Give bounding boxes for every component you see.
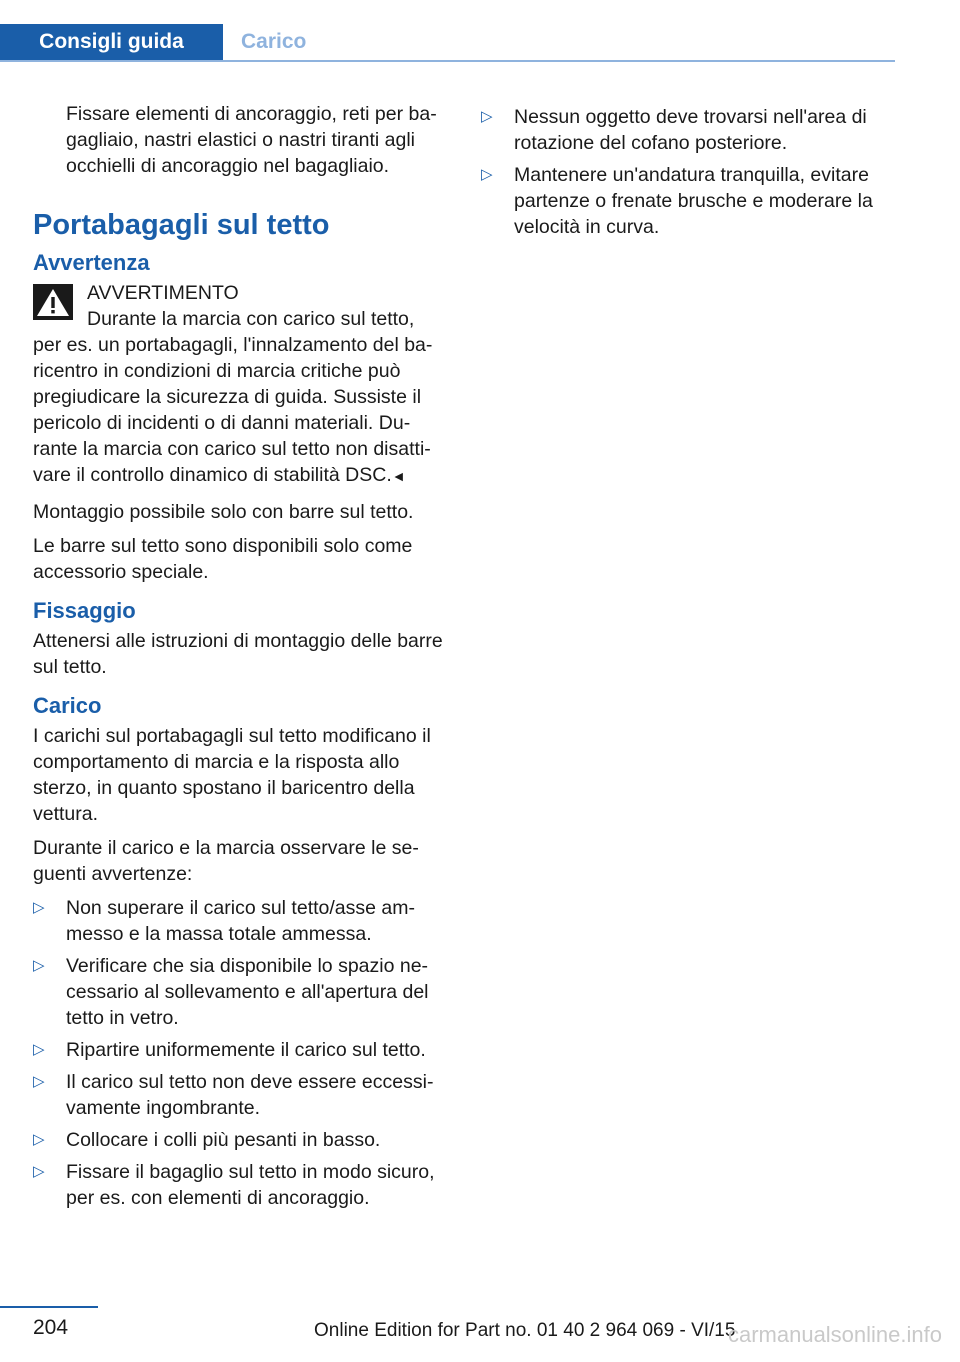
right-bullet-list (481, 104, 886, 240)
edition-info: Online Edition for Part no. 01 40 2 964 069 - VI/15 (314, 1320, 736, 1341)
intro-paragraph: Fissare elementi di ancoraggio, reti per bagagliaio, nastri elastici o nastri tiranti agli occhielli di ancoraggio nel bagagliaio. (66, 103, 437, 177)
mounting-paragraph: Montaggio possibile solo con barre sul tetto. (33, 501, 414, 523)
bars-paragraph: Le barre sul tetto sono disponibili solo come accessorio speciale. (33, 535, 413, 583)
list-item: ▷ Non superare il carico sul tetto/asse ammesso e la massa totale ammessa. (33, 897, 415, 945)
right-column (481, 104, 886, 246)
watermark: carmanualsonline.info (727, 1322, 942, 1347)
warning-triangle-icon (33, 284, 73, 320)
warning-label: AVVERTIMENTO (87, 282, 239, 304)
header-tab-consigli-guida: Consigli guida (0, 24, 223, 60)
load-bullet-list (33, 895, 443, 1211)
warning-heading: Avvertenza (33, 250, 150, 275)
fixing-heading: Fissaggio (33, 598, 136, 623)
bullet-triangle-icon: ▷ (33, 1131, 45, 1148)
bullet-triangle-icon: ▷ (33, 899, 45, 916)
page-header (0, 24, 895, 62)
bullet-triangle-icon: ▷ (33, 1163, 45, 1180)
load-paragraph: I carichi sul portabagagli sul tetto modificano il comportamento di marcia e la risposta allo sterzo, in quanto spostano il baricentro della vettura. (33, 725, 431, 825)
fixing-paragraph: Attenersi alle istruzioni di montaggio delle barre sul tetto. (33, 630, 443, 678)
warning-block (33, 280, 443, 489)
warning-text: Durante la marcia con carico sul tetto, per es. un portabagagli, l'innalzamento del baricentro in condizioni di marcia critiche può pregiudicare la sicurezza di guida. Sussiste il pericolo di incidenti o di danni materiali. Durante la marcia con carico sul tetto non disattivare il controllo dinamico di stabilità DSC. (33, 308, 433, 486)
list-item: ▷ Ripartire uniformemente il carico sul tetto. (33, 1039, 426, 1061)
list-item: ▷ Il carico sul tetto non deve essere eccessivamente ingombrante. (33, 1071, 434, 1119)
page-number: 204 (33, 1316, 69, 1339)
footer-divider (0, 1306, 98, 1308)
load-heading: Carico (33, 693, 102, 718)
end-mark: ◄ (391, 468, 406, 484)
list-item: ▷ Fissare il bagaglio sul tetto in modo sicuro, per es. con elementi di ancoraggio. (33, 1161, 435, 1209)
list-item: ▷ Verificare che sia disponibile lo spazio necessario al sollevamento e all'apertura del tetto in vetro. (33, 955, 429, 1029)
bullet-triangle-icon: ▷ (481, 166, 493, 183)
bullet-triangle-icon: ▷ (33, 957, 45, 974)
section-title: Portabagagli sul tetto (33, 209, 330, 241)
load-intro-paragraph: Durante il carico e la marcia osservare le seguenti avvertenze: (33, 837, 419, 885)
bullet-triangle-icon: ▷ (33, 1041, 45, 1058)
list-item: ▷ Mantenere un'andatura tranquilla, evitare partenze o frenate brusche e moderare la velocità in curva. (481, 164, 873, 238)
list-item: ▷ Collocare i colli più pesanti in basso. (33, 1129, 381, 1151)
list-item: ▷ Nessun oggetto deve trovarsi nell'area di rotazione del cofano posteriore. (481, 106, 867, 154)
left-column (33, 101, 443, 1217)
bullet-triangle-icon: ▷ (33, 1073, 45, 1090)
header-divider (0, 60, 895, 62)
bullet-triangle-icon: ▷ (481, 108, 493, 125)
header-tab-carico: Carico (241, 30, 307, 53)
